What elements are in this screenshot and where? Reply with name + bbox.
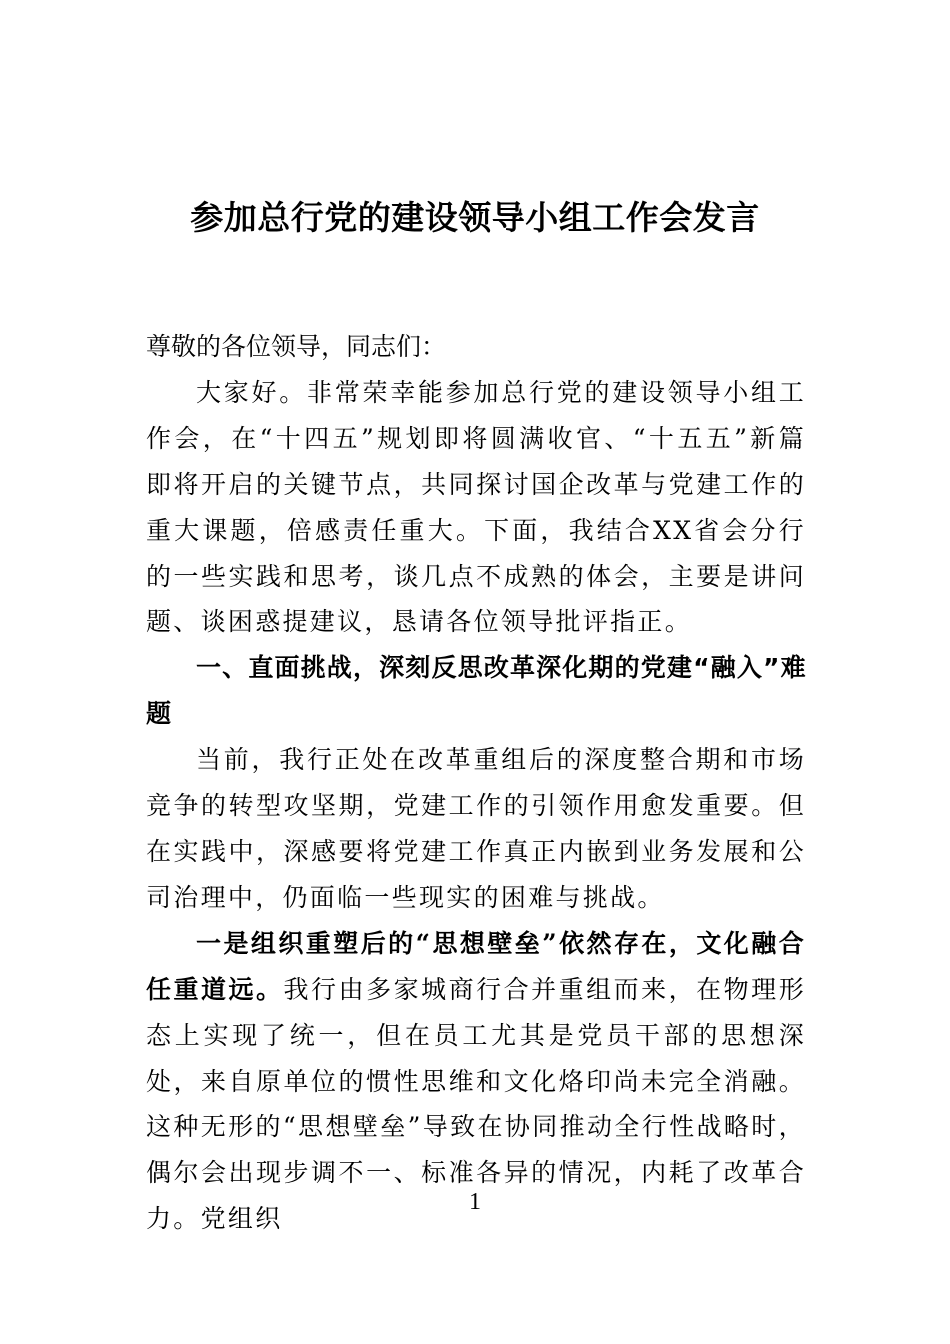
paragraph-opening: 大家好。非常荣幸能参加总行党的建设领导小组工作会，在“十四五”规划即将圆满收官、“十五五”新篇即将开启的关键节点，共同探讨国企改革与党建工作的重大课题，倍感责任重大。下面，我结合XX省会分行的一些实践和思考，谈几点不成熟的体会，主要是讲问题、谈困惑提建议，恳请各位领导批评指正。 — [146, 377, 806, 637]
document-body — [146, 324, 806, 1242]
section-heading-1: 一、直面挑战，深刻反思改革深化期的党建“融入”难题 — [146, 653, 806, 729]
point-one-lead: 一是组织重塑后的“思想壁垒”依然存在，文化融合任重道远。 — [146, 928, 806, 1004]
page-number: 1 — [469, 1189, 481, 1215]
document-title: 参加总行党的建设领导小组工作会发言 — [190, 198, 760, 237]
salutation: 尊敬的各位领导，同志们： — [146, 332, 447, 361]
paragraph-current-situation: 当前，我行正处在改革重组后的深度整合期和市场竞争的转型攻坚期，党建工作的引领作用愈发重要。但在实践中，深感要将党建工作真正内嵌到业务发展和公司治理中，仍面临一些现实的困难与挑战。 — [146, 745, 806, 912]
point-one-body: 我行由多家城商行合并重组而来，在物理形态上实现了统一，但在员工尤其是党员干部的思想深处，来自原单位的惯性思维和文化烙印尚未完全消融。这种无形的“思想壁垒”导致在协同推动全行性战略时，偶尔会出现步调不一、标准各异的情况，内耗了改革合力。党组织 — [146, 974, 806, 1234]
